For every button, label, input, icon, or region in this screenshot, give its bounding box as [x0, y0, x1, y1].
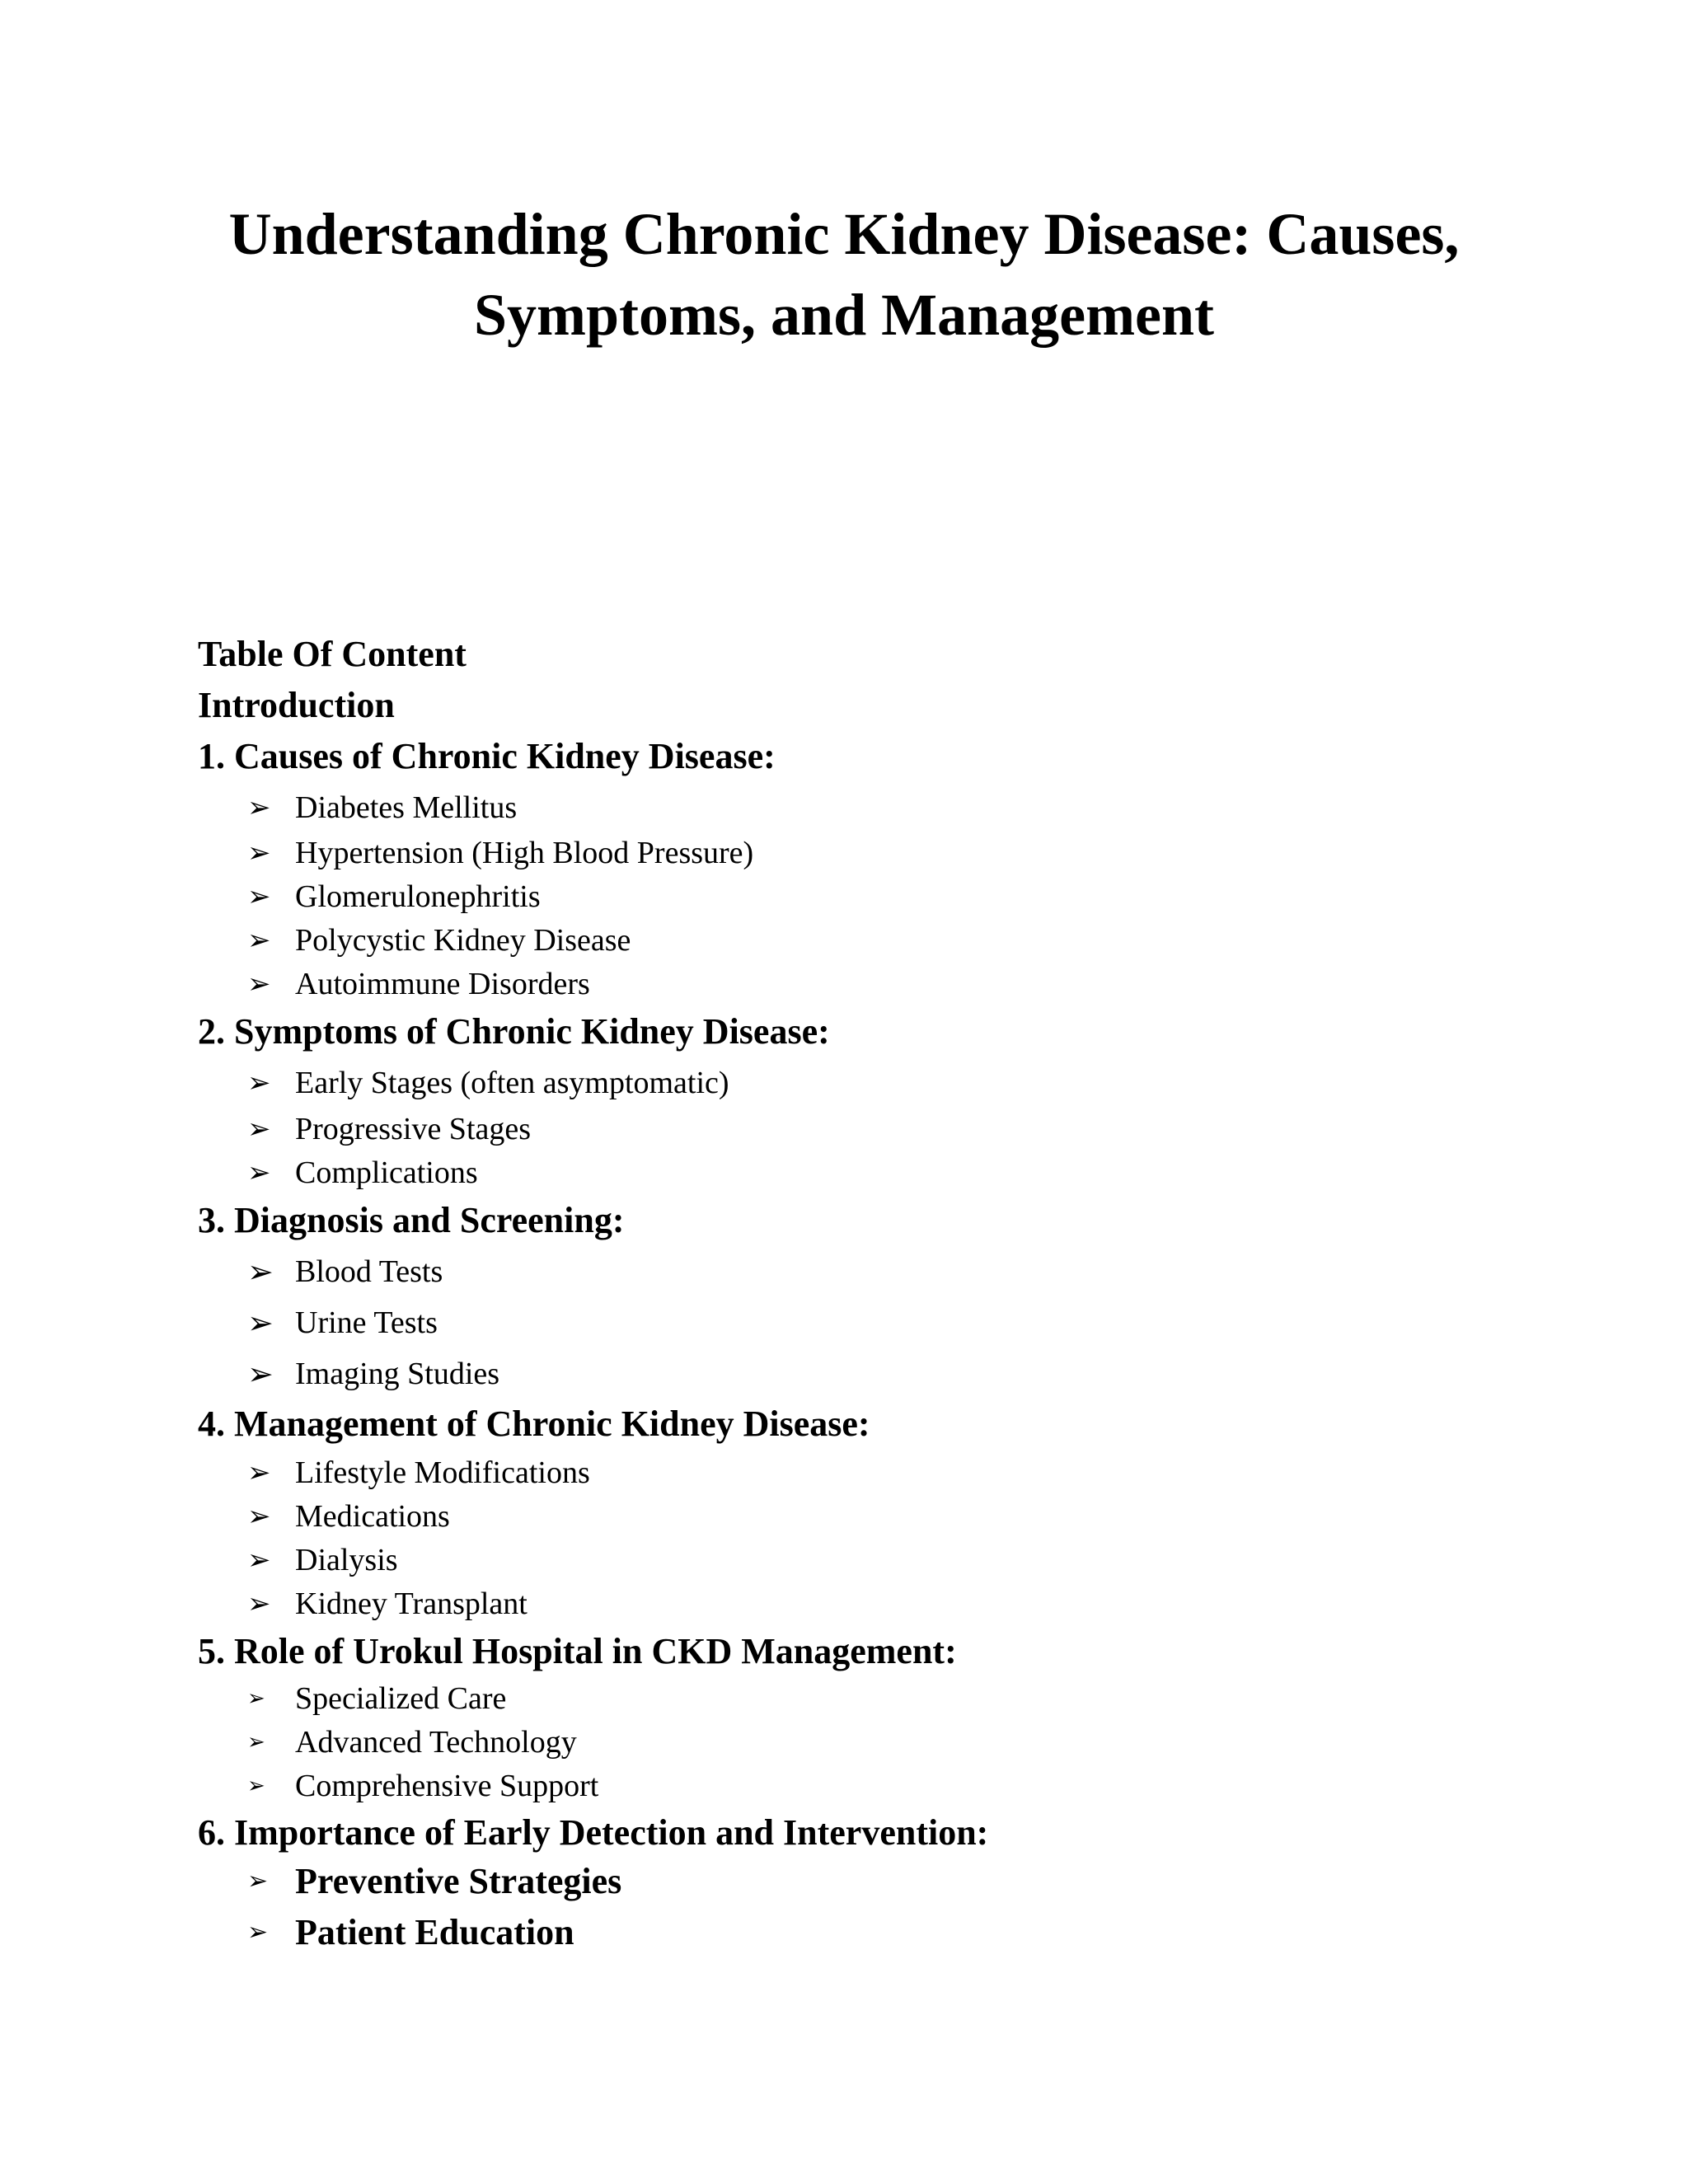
arrow-bullet-icon: ➢ — [247, 1500, 271, 1533]
list-item-label: Polycystic Kidney Disease — [295, 923, 631, 958]
list-item — [247, 1452, 590, 1493]
list-item-label: Imaging Studies — [295, 1357, 500, 1391]
list-item — [247, 832, 753, 874]
list-item — [247, 1251, 443, 1292]
arrow-bullet-icon: ➢ — [247, 1305, 274, 1341]
list-item — [247, 1583, 528, 1624]
list-item — [247, 1861, 621, 1902]
arrow-bullet-icon: ➢ — [247, 1544, 271, 1577]
arrow-bullet-icon: ➢ — [247, 1066, 271, 1099]
list-item — [247, 787, 517, 828]
arrow-bullet-icon: ➢ — [247, 1356, 274, 1392]
arrow-bullet-icon: ➢ — [247, 968, 271, 1001]
list-item — [247, 1496, 450, 1537]
toc-section-2-title: 2. Symptoms of Chronic Kidney Disease: — [198, 1011, 830, 1052]
list-item-label: Diabetes Mellitus — [295, 790, 518, 825]
list-item-label: Complications — [295, 1155, 478, 1190]
list-item-label: Lifestyle Modifications — [295, 1455, 590, 1490]
list-item — [247, 1912, 574, 1953]
list-item-label: Comprehensive Support — [295, 1769, 599, 1803]
toc-section-6-title: 6. Importance of Early Detection and Intervention: — [198, 1812, 989, 1853]
list-item — [247, 1353, 499, 1394]
list-item — [247, 963, 590, 1005]
list-item-label: Progressive Stages — [295, 1112, 532, 1146]
arrow-bullet-icon: ➢ — [247, 924, 271, 957]
list-item-label: Glomerulonephritis — [295, 879, 541, 914]
list-item — [247, 1540, 398, 1581]
toc-introduction: Introduction — [198, 685, 395, 725]
list-item-label: Dialysis — [295, 1543, 398, 1577]
list-item-label: Blood Tests — [295, 1254, 443, 1289]
list-item-label: Specialized Care — [295, 1681, 507, 1716]
toc-section-5-title: 5. Role of Urokul Hospital in CKD Management: — [198, 1631, 957, 1671]
toc-heading: Table Of Content — [198, 634, 467, 674]
list-item — [247, 1678, 506, 1719]
list-item-label: Hypertension (High Blood Pressure) — [295, 836, 754, 870]
list-item-label: Urine Tests — [295, 1305, 438, 1340]
arrow-bullet-icon: ➢ — [247, 1156, 271, 1189]
list-item-label: Preventive Strategies — [295, 1861, 622, 1901]
list-item — [247, 1302, 438, 1343]
list-item — [247, 1152, 478, 1193]
list-item — [247, 1765, 598, 1807]
arrow-bullet-icon: ➢ — [247, 1686, 265, 1711]
list-item — [247, 1108, 531, 1150]
arrow-bullet-icon: ➢ — [247, 1587, 271, 1620]
arrow-bullet-icon: ➢ — [247, 1254, 274, 1290]
page-title-line-2: Symptoms, and Management — [473, 282, 1215, 348]
list-item-label: Autoimmune Disorders — [295, 967, 590, 1001]
arrow-bullet-icon: ➢ — [247, 1918, 269, 1947]
list-item — [247, 1722, 577, 1763]
list-item — [247, 920, 631, 961]
list-item-label: Patient Education — [295, 1912, 574, 1952]
list-item-label: Early Stages (often asymptomatic) — [295, 1066, 729, 1100]
toc-section-1-title: 1. Causes of Chronic Kidney Disease: — [198, 736, 776, 776]
arrow-bullet-icon: ➢ — [247, 880, 271, 913]
list-item — [247, 876, 541, 917]
arrow-bullet-icon: ➢ — [247, 1113, 271, 1146]
page-title-line-1: Understanding Chronic Kidney Disease: Causes, — [228, 201, 1460, 267]
page-title — [165, 194, 1523, 355]
toc-section-4-title: 4. Management of Chronic Kidney Disease: — [198, 1404, 870, 1444]
list-item-label: Medications — [295, 1499, 450, 1534]
arrow-bullet-icon: ➢ — [247, 837, 271, 869]
list-item — [247, 1062, 729, 1104]
list-item-label: Kidney Transplant — [295, 1586, 528, 1621]
arrow-bullet-icon: ➢ — [247, 1867, 269, 1896]
arrow-bullet-icon: ➢ — [247, 791, 271, 824]
arrow-bullet-icon: ➢ — [247, 1774, 265, 1798]
arrow-bullet-icon: ➢ — [247, 1730, 265, 1755]
arrow-bullet-icon: ➢ — [247, 1456, 271, 1489]
toc-section-3-title: 3. Diagnosis and Screening: — [198, 1200, 625, 1240]
list-item-label: Advanced Technology — [295, 1725, 577, 1760]
